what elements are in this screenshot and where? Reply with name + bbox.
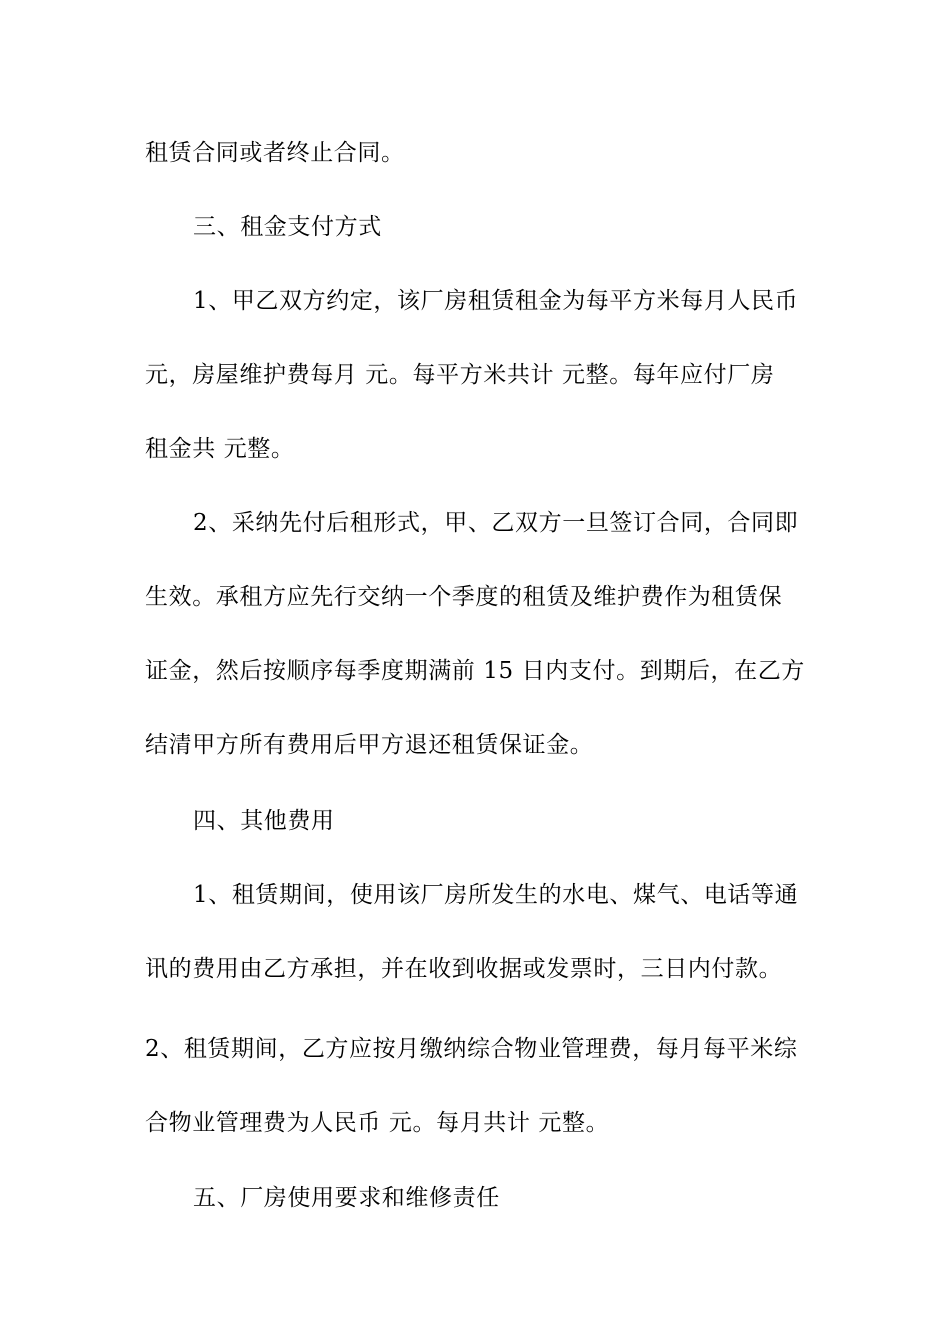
paragraph-line: 租赁合同或者终止合同。	[145, 140, 405, 166]
paragraph-line: 合物业管理费为人民币 元。每月共计 元整。	[145, 1110, 610, 1136]
section-heading-other-fees: 四、其他费用	[193, 808, 335, 834]
section-heading-usage-maintenance: 五、厂房使用要求和维修责任	[193, 1185, 500, 1211]
paragraph-line: 2、采纳先付后租形式，甲、乙双方一旦签订合同，合同即	[193, 510, 799, 536]
section-heading-rent-payment: 三、租金支付方式	[193, 214, 382, 240]
paragraph-line: 证金，然后按顺序每季度期满前 15 日内支付。到期后，在乙方	[145, 658, 805, 684]
paragraph-line: 元，房屋维护费每月 元。每平方米共计 元整。每年应付厂房	[145, 362, 775, 388]
paragraph-line: 生效。承租方应先行交纳一个季度的租赁及维护费作为租赁保	[145, 584, 783, 610]
paragraph-line: 租金共 元整。	[145, 436, 295, 462]
paragraph-line: 1、租赁期间，使用该厂房所发生的水电、煤气、电话等通	[193, 882, 799, 908]
paragraph-line: 结清甲方所有费用后甲方退还租赁保证金。	[145, 732, 594, 758]
paragraph-line: 1、甲乙双方约定，该厂房租赁租金为每平方米每月人民币	[193, 288, 799, 314]
paragraph-line: 讯的费用由乙方承担，并在收到收据或发票时，三日内付款。	[145, 956, 783, 982]
paragraph-line: 2、租赁期间，乙方应按月缴纳综合物业管理费，每月每平米综	[145, 1036, 798, 1062]
